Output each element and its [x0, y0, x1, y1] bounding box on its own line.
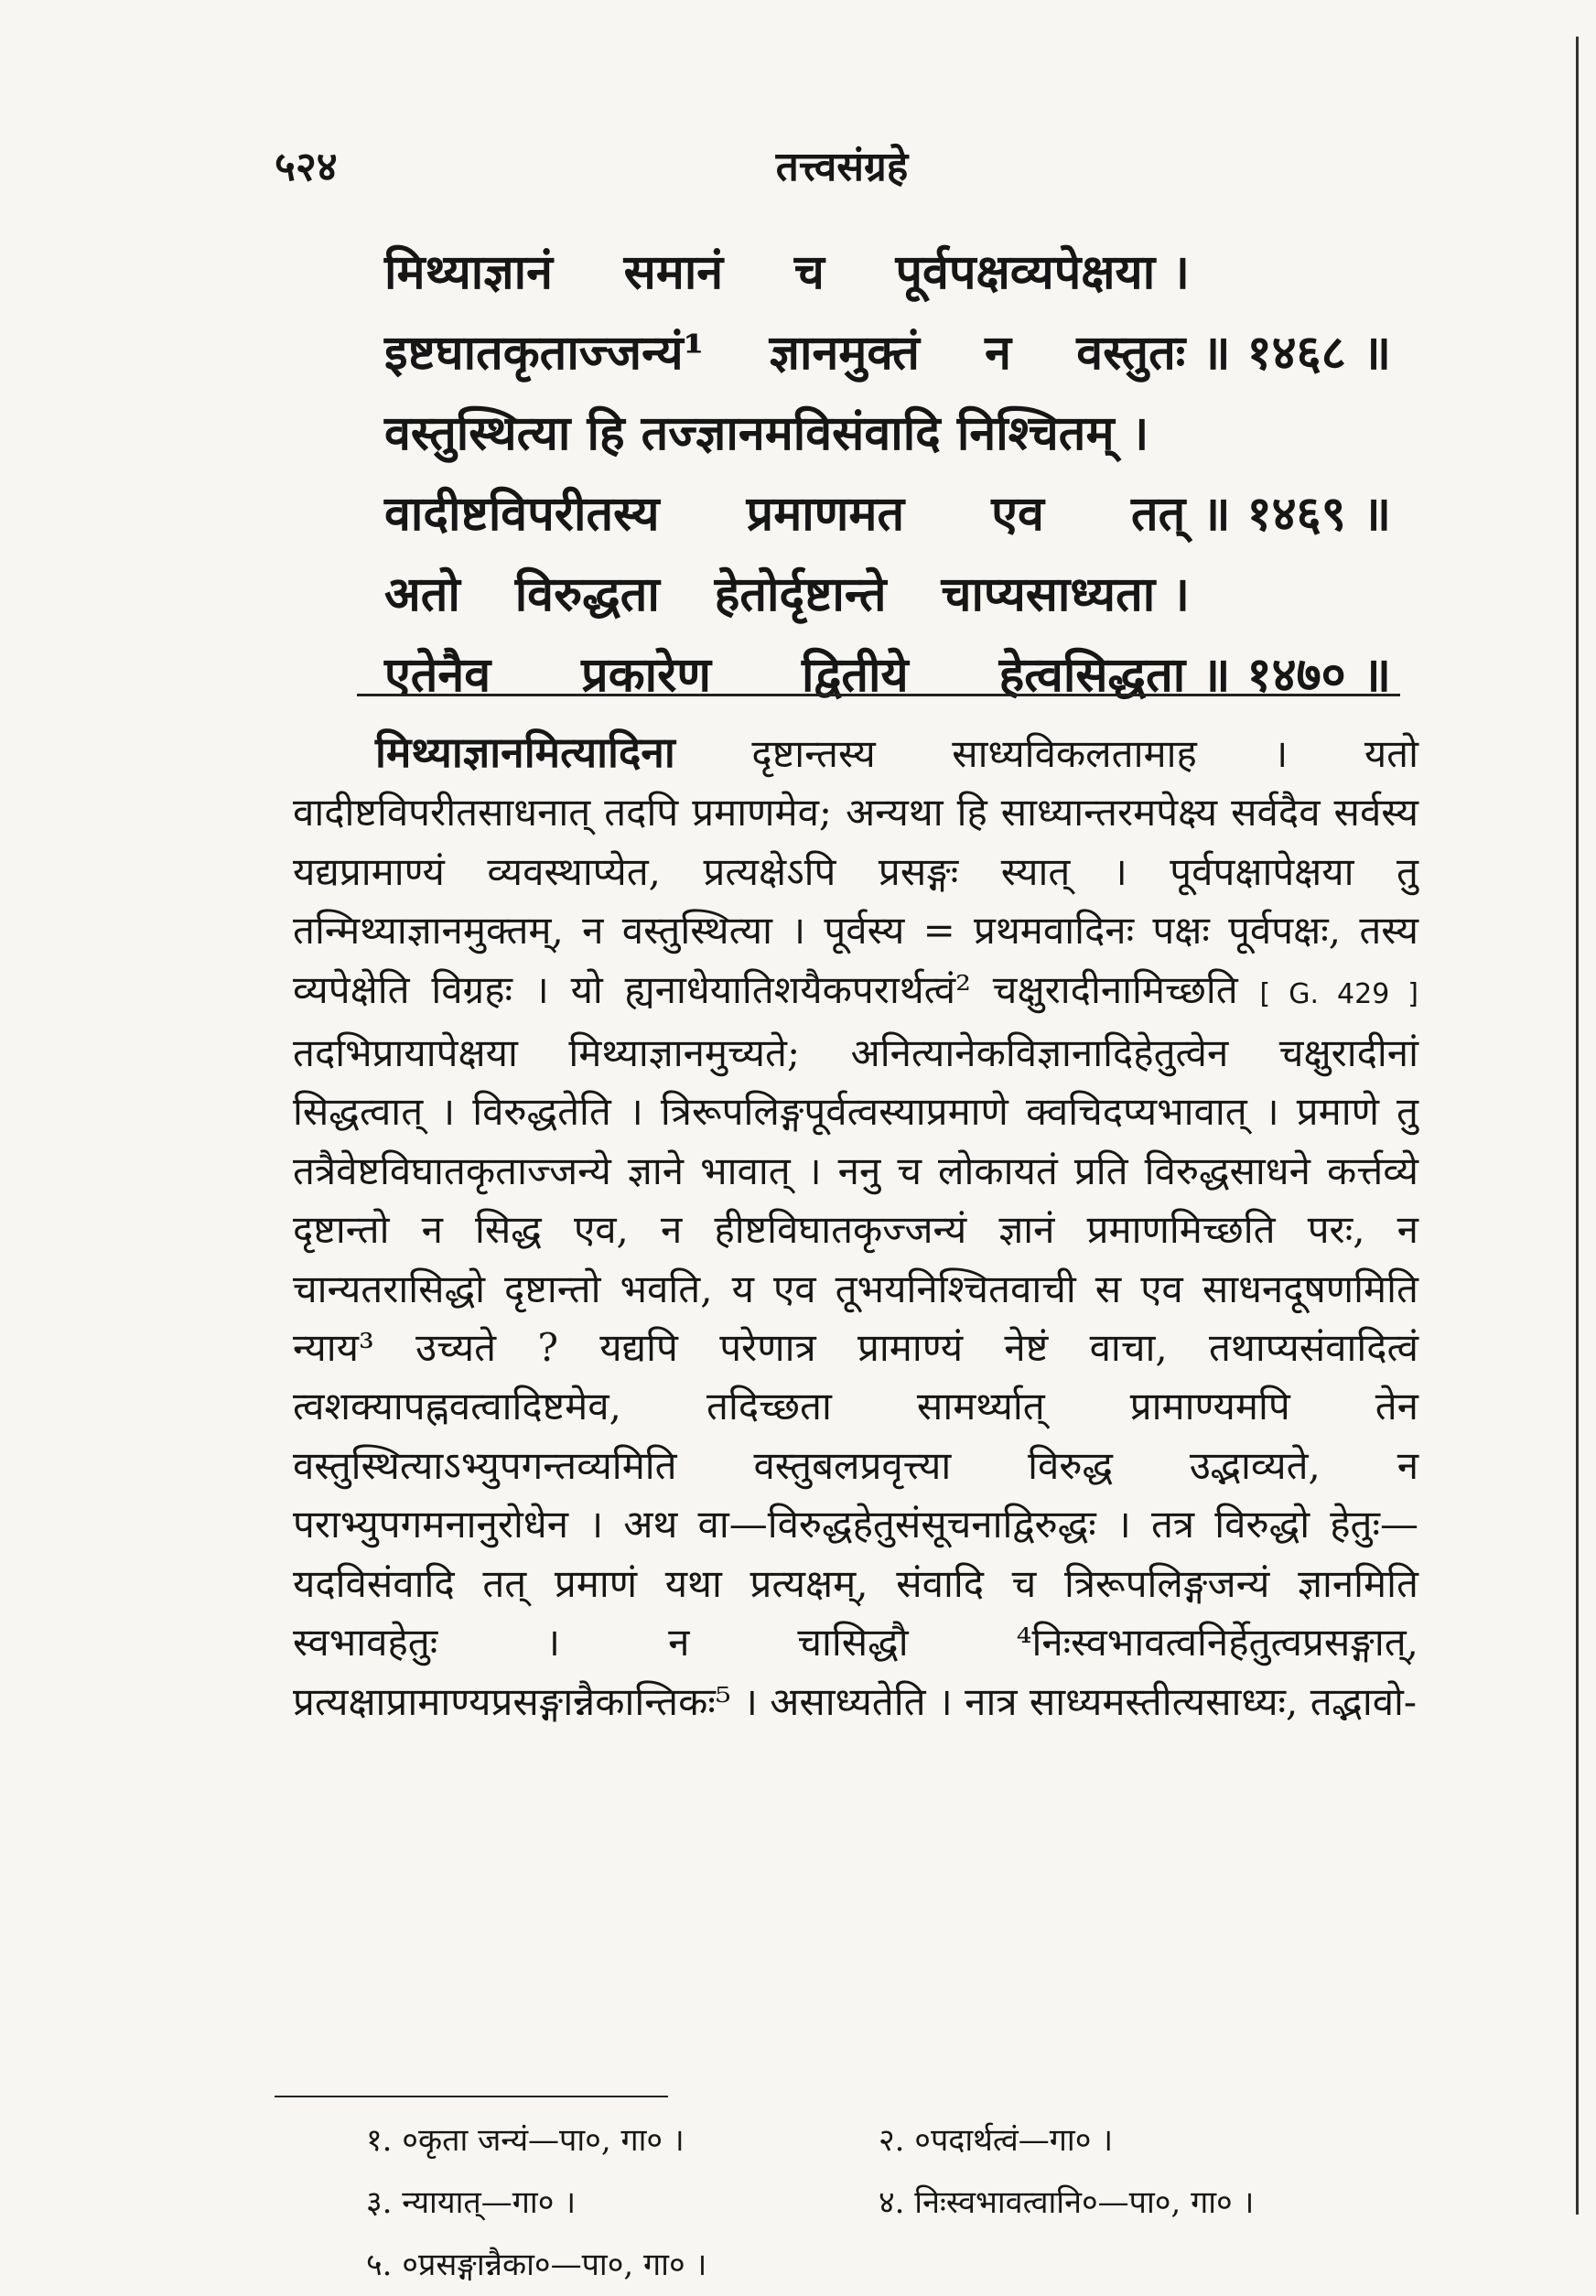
verse-line — [384, 641, 1391, 721]
footnote-rule — [275, 2096, 668, 2097]
verse-word: प्रमाणमत — [746, 486, 905, 542]
footnote: २. ०पदार्थत्वं—गा० । — [879, 2122, 1114, 2159]
verse-word: वस्तुतः ॥ १४६८ ॥ — [1076, 325, 1391, 381]
verse-separator-rule — [302, 694, 1400, 696]
footnotes — [366, 2109, 1409, 2296]
scan-edge-line — [1576, 37, 1579, 2215]
running-title: तत्त्वसंग्रहे — [775, 144, 909, 190]
verse-word: मिथ्याज्ञानं — [384, 244, 553, 300]
verse-line — [384, 480, 1391, 560]
verse-line — [384, 560, 1391, 641]
verse-word: इष्टघातकृताज्जन्यं¹ — [384, 325, 705, 381]
verse-word: एतेनैव — [384, 647, 491, 703]
page-reference-marker: [ G. 429 ] — [1259, 977, 1418, 1010]
verse-word: हेत्वसिद्धता ॥ १४७० ॥ — [998, 647, 1391, 703]
verse-word: च — [793, 244, 825, 300]
verse-word: ज्ञानमुक्तं — [769, 325, 920, 381]
page-header — [275, 137, 1409, 210]
verse-word: तत् ॥ १४६९ ॥ — [1130, 486, 1391, 542]
commentary-text-part: तदभिप्रायापेक्षया मिथ्याज्ञानमुच्यते; अनित्यानेकविज्ञानादिहेतुत्वेन चक्षुरादीनां सिद्धत्वात् । विरुद्धतेति । त्रिरूपलिङ्गपूर्वत्वस्याप्रमाणे क्वचिदप्यभावात् । प्रमाणे तु तत्रैवेष्टविघातकृताज्जन्ये ज्ञाने भावात् । ननु च लोकायतं प्रति विरुद्धसाधने कर्त्तव्ये दृष्टान्तो न सिद्ध एव, न हीष्टविघातकृज्जन्यं ज्ञानं प्रमाणमिच्छति परः, न चान्यतरासिद्धो दृष्टान्तो भवति, य एव तूभयनिश्चितवाची स एव साधनदूषणमिति न्याय³ उच्यते ? यद्यपि परेणात्र प्रामाण्यं नेष्टं वाचा, तथाप्यसंवादित्वं त्वशक्यापह्नवत्वादिष्टमेव, तदिच्छता सामर्थ्यात् प्रामाण्यमपि तेन वस्तुस्थित्याऽभ्युपगन्तव्यमिति वस्तुबलप्रवृत्त्या विरुद्ध उद्भाव्यते, न पराभ्युपगमनानुरोधेन । अथ वा—विरुद्धहेतुसंसूचनाद्विरुद्धः । तत्र विरुद्धो हेतुः— यदविसंवादि तत् प्रमाणं यथा प्रत्यक्षम्, संवादि च त्रिरूपलिङ्गजन्यं ज्ञानमिति स्वभावहेतुः । न चासिद्धौ ⁴निःस्वभावत्वनिर्हेतुत्वप्रसङ्गात्, प्रत्यक्षाप्रामाण्यप्रसङ्गान्नैकान्तिकः⁵ । असाध्यतेति । नात्र साध्यमस्तीत्यसाध्यः, तद्भावो- — [293, 1030, 1418, 1724]
footnote: ५. ०प्रसङ्गान्नैका०—पा०, गा० । — [366, 2247, 707, 2283]
footnote: ४. निःस्वभावत्वानि०—पा०, गा० । — [879, 2184, 1255, 2221]
footnote-row — [366, 2109, 1409, 2172]
footnote-row — [366, 2234, 1409, 2296]
commentary-text-part: दृष्टान्तस्य साध्यविकलतामाह । यतो वादीष्टविपरीतसाधनात् तदपि प्रमाणमेव; अन्यथा हि साध्यान्तरमपेक्ष्य सर्वदैव सर्वस्य यद्यप्रामाण्यं व्यवस्थाप्येत, प्रत्यक्षेऽपि प्रसङ्गः स्यात् । पूर्वपक्षापेक्षया तु तन्मिथ्याज्ञानमुक्तम्, न वस्तुस्थित्या । पूर्वस्य = प्रथमवादिनः पक्षः पूर्वपक्षः, तस्य व्यपेक्षेति विग्रहः । यो ह्यनाधेयातिशयैकपरार्थत्वं² चक्षुरादीनामिच्छति — [293, 731, 1418, 1012]
footnote-row — [366, 2172, 1409, 2234]
verse-line — [384, 238, 1391, 318]
verse-word: चाप्यसाध्यता । — [941, 566, 1190, 622]
verse-word: न — [985, 325, 1012, 381]
verse-word: अतो — [384, 566, 460, 622]
verse-line — [384, 399, 1391, 480]
commentary-lead-word: मिथ्याज्ञानमित्यादिना — [375, 728, 675, 777]
verse-word: विरुद्धता — [514, 566, 660, 622]
verse-line — [384, 318, 1391, 399]
commentary-paragraph — [293, 723, 1418, 1731]
footnote: ३. न्यायात्—गा० । — [366, 2184, 577, 2221]
verse-separator-gap — [302, 694, 357, 696]
verse-word: हेतोर्दृष्टान्ते — [714, 566, 887, 622]
commentary-text — [293, 723, 1418, 1731]
page-number: ५२४ — [275, 144, 338, 190]
verse-word: एव — [991, 486, 1044, 542]
footnote: १. ०कृता जन्यं—पा०, गा० । — [366, 2122, 685, 2159]
verse-word: प्रकारेण — [581, 647, 712, 703]
verse-word: पूर्वपक्षव्यपेक्षया । — [895, 244, 1190, 300]
verse-word: वादीष्टविपरीतस्य — [384, 486, 660, 542]
verse-word: समानं — [623, 244, 724, 300]
verse-word: वस्तुस्थित्या हि तज्ज्ञानमविसंवादि निश्चितम् । — [384, 405, 1149, 461]
verse-block — [384, 238, 1391, 721]
verse-word: द्वितीये — [802, 647, 909, 703]
